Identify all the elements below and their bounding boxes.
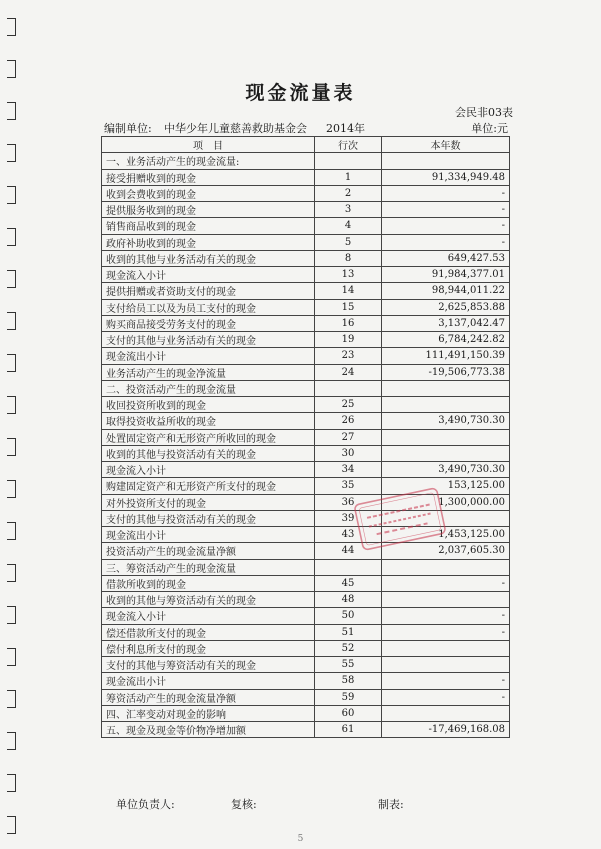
- row-item: 偿付利息所支付的现金: [102, 640, 315, 656]
- row-line-number: [315, 380, 382, 396]
- row-line-number: 3: [315, 202, 382, 218]
- binding-mark: [7, 774, 16, 792]
- binding-mark: [7, 18, 16, 36]
- row-item: 二、投资活动产生的现金流量: [102, 380, 315, 396]
- row-item: 支付的其他与业务活动有关的现金: [102, 332, 315, 348]
- document-title: 现金流量表: [245, 82, 356, 104]
- row-line-number: 43: [315, 527, 382, 543]
- row-amount: 153,125.00: [382, 478, 510, 494]
- row-item: 现金流出小计: [102, 673, 315, 689]
- row-line-number: 24: [315, 364, 382, 380]
- row-item: 收到的其他与筹资活动有关的现金: [102, 592, 315, 608]
- row-amount: 91,334,949.48: [382, 169, 510, 185]
- table-body: [102, 153, 510, 738]
- row-line-number: 35: [315, 478, 382, 494]
- row-item: 提供服务收到的现金: [102, 202, 315, 218]
- row-item: 三、筹资活动产生的现金流量: [102, 559, 315, 575]
- row-amount: 3,490,730.30: [382, 462, 510, 478]
- binding-mark: [7, 480, 16, 498]
- table-row: [102, 185, 510, 201]
- row-item: 政府补助收到的现金: [102, 234, 315, 250]
- row-item: 借款所收到的现金: [102, 575, 315, 591]
- row-item: 收回投资所收到的现金: [102, 397, 315, 413]
- row-line-number: 30: [315, 445, 382, 461]
- row-item: 投资活动产生的现金流量净额: [102, 543, 315, 559]
- table-row: [102, 364, 510, 380]
- row-line-number: 27: [315, 429, 382, 445]
- table-row: [102, 543, 510, 559]
- row-amount: 2,625,853.88: [382, 299, 510, 315]
- row-amount: 1,453,125.00: [382, 527, 510, 543]
- form-code: 会民非03表: [455, 106, 513, 119]
- row-line-number: 8: [315, 250, 382, 266]
- row-amount: 111,491,150.39: [382, 348, 510, 364]
- row-amount: 6,784,242.82: [382, 332, 510, 348]
- row-line-number: 5: [315, 234, 382, 250]
- table-row: [102, 673, 510, 689]
- row-line-number: 4: [315, 218, 382, 234]
- signoff-head: 单位负责人:: [116, 798, 175, 811]
- row-line-number: 19: [315, 332, 382, 348]
- table-row: [102, 657, 510, 673]
- row-amount: 98,944,011.22: [382, 283, 510, 299]
- row-amount: [382, 429, 510, 445]
- table-row: [102, 592, 510, 608]
- row-item: 四、汇率变动对现金的影响: [102, 705, 315, 721]
- row-item: 支付的其他与筹资活动有关的现金: [102, 657, 315, 673]
- row-line-number: 55: [315, 657, 382, 673]
- row-line-number: 39: [315, 510, 382, 526]
- binding-mark: [7, 522, 16, 540]
- table-row: [102, 429, 510, 445]
- row-amount: [382, 153, 510, 169]
- row-amount: [382, 640, 510, 656]
- table-row: [102, 397, 510, 413]
- table-row: [102, 527, 510, 543]
- row-line-number: 16: [315, 315, 382, 331]
- table-row: [102, 689, 510, 705]
- org-label: 编制单位:: [104, 122, 152, 135]
- table-row: [102, 494, 510, 510]
- row-amount: -19,506,773.38: [382, 364, 510, 380]
- row-item: 销售商品收到的现金: [102, 218, 315, 234]
- table-row: [102, 218, 510, 234]
- table-row: [102, 332, 510, 348]
- row-item: 购买商品接受劳务支付的现金: [102, 315, 315, 331]
- table-row: [102, 380, 510, 396]
- row-amount: -: [382, 202, 510, 218]
- row-line-number: 2: [315, 185, 382, 201]
- row-line-number: 26: [315, 413, 382, 429]
- org-name: 中华少年儿童慈善救助基金会: [164, 122, 307, 135]
- row-item: 收到的其他与业务活动有关的现金: [102, 250, 315, 266]
- row-line-number: 51: [315, 624, 382, 640]
- row-amount: -: [382, 185, 510, 201]
- report-year: 2014年: [326, 122, 365, 135]
- row-amount: [382, 445, 510, 461]
- currency-unit: 单位:元: [471, 122, 508, 135]
- row-amount: 91,984,377.01: [382, 267, 510, 283]
- row-item: 收到会费收到的现金: [102, 185, 315, 201]
- row-line-number: [315, 559, 382, 575]
- binding-mark: [7, 648, 16, 666]
- row-amount: [382, 592, 510, 608]
- row-amount: [382, 657, 510, 673]
- row-item: 现金流出小计: [102, 527, 315, 543]
- table-row: [102, 299, 510, 315]
- row-line-number: 14: [315, 283, 382, 299]
- row-amount: [382, 380, 510, 396]
- row-line-number: 48: [315, 592, 382, 608]
- row-amount: 649,427.53: [382, 250, 510, 266]
- row-line-number: 60: [315, 705, 382, 721]
- row-item: 购建固定资产和无形资产所支付的现金: [102, 478, 315, 494]
- table-row: [102, 234, 510, 250]
- table-row: [102, 348, 510, 364]
- row-item: 收到的其他与投资活动有关的现金: [102, 445, 315, 461]
- row-item: 一、业务活动产生的现金流量:: [102, 153, 315, 169]
- signoff-review: 复核:: [231, 798, 257, 811]
- table-row: [102, 608, 510, 624]
- table-row: [102, 445, 510, 461]
- row-item: 支付的其他与投资活动有关的现金: [102, 510, 315, 526]
- table-header-row: [102, 137, 510, 153]
- row-item: 业务活动产生的现金净流量: [102, 364, 315, 380]
- table-row: [102, 202, 510, 218]
- table-row: [102, 722, 510, 738]
- binding-mark: [7, 270, 16, 288]
- row-item: 支付给员工以及为员工支付的现金: [102, 299, 315, 315]
- row-item: 对外投资所支付的现金: [102, 494, 315, 510]
- row-amount: -17,469,168.08: [382, 722, 510, 738]
- row-line-number: 61: [315, 722, 382, 738]
- binding-margin: [0, 0, 22, 849]
- org-line: [104, 120, 508, 135]
- table-row: [102, 315, 510, 331]
- binding-mark: [7, 690, 16, 708]
- row-item: 现金流入小计: [102, 608, 315, 624]
- table-row: [102, 169, 510, 185]
- row-amount: [382, 397, 510, 413]
- row-amount: [382, 705, 510, 721]
- row-amount: -: [382, 673, 510, 689]
- row-amount: 3,490,730.30: [382, 413, 510, 429]
- row-line-number: 52: [315, 640, 382, 656]
- row-line-number: 25: [315, 397, 382, 413]
- header-item: 项 目: [102, 137, 315, 153]
- table-row: [102, 478, 510, 494]
- binding-mark: [7, 438, 16, 456]
- row-line-number: 50: [315, 608, 382, 624]
- table-row: [102, 640, 510, 656]
- row-item: 提供捐赠或者资助支付的现金: [102, 283, 315, 299]
- row-line-number: 13: [315, 267, 382, 283]
- table-row: [102, 283, 510, 299]
- row-amount: -: [382, 575, 510, 591]
- table-row: [102, 267, 510, 283]
- row-item: 现金流入小计: [102, 267, 315, 283]
- row-item: 偿还借款所支付的现金: [102, 624, 315, 640]
- table-row: [102, 559, 510, 575]
- row-amount: [382, 559, 510, 575]
- row-line-number: 45: [315, 575, 382, 591]
- row-line-number: [315, 153, 382, 169]
- row-item: 筹资活动产生的现金流量净额: [102, 689, 315, 705]
- binding-mark: [7, 186, 16, 204]
- row-item: 五、现金及现金等价物净增加额: [102, 722, 315, 738]
- row-amount: 1,300,000.00: [382, 494, 510, 510]
- header-amount: 本年数: [382, 137, 510, 153]
- binding-mark: [7, 816, 16, 834]
- row-item: 处置固定资产和无形资产所收回的现金: [102, 429, 315, 445]
- cash-flow-table: [101, 136, 510, 738]
- binding-mark: [7, 732, 16, 750]
- table-row: [102, 624, 510, 640]
- table-row: [102, 705, 510, 721]
- row-line-number: 15: [315, 299, 382, 315]
- binding-mark: [7, 606, 16, 624]
- row-item: 现金流出小计: [102, 348, 315, 364]
- binding-mark: [7, 312, 16, 330]
- row-item: 取得投资收益所收的现金: [102, 413, 315, 429]
- row-item: 现金流入小计: [102, 462, 315, 478]
- row-line-number: 23: [315, 348, 382, 364]
- row-amount: -: [382, 218, 510, 234]
- table-row: [102, 462, 510, 478]
- row-amount: -: [382, 234, 510, 250]
- page-number: 5: [297, 834, 304, 844]
- row-amount: -: [382, 689, 510, 705]
- table-row: [102, 575, 510, 591]
- binding-mark: [7, 228, 16, 246]
- signoff-line: [116, 796, 496, 811]
- binding-mark: [7, 354, 16, 372]
- table-row: [102, 413, 510, 429]
- binding-mark: [7, 144, 16, 162]
- binding-mark: [7, 396, 16, 414]
- row-line-number: 36: [315, 494, 382, 510]
- table-row: [102, 510, 510, 526]
- row-amount: 2,037,605.30: [382, 543, 510, 559]
- row-line-number: 34: [315, 462, 382, 478]
- table-row: [102, 153, 510, 169]
- signoff-prepared: 制表:: [378, 798, 404, 811]
- header-line: 行次: [315, 137, 382, 153]
- binding-mark: [7, 564, 16, 582]
- row-amount: 3,137,042.47: [382, 315, 510, 331]
- binding-mark: [7, 60, 16, 78]
- row-line-number: 58: [315, 673, 382, 689]
- row-line-number: 59: [315, 689, 382, 705]
- row-line-number: 44: [315, 543, 382, 559]
- row-amount: -: [382, 624, 510, 640]
- row-line-number: 1: [315, 169, 382, 185]
- row-amount: -: [382, 608, 510, 624]
- row-item: 接受捐赠收到的现金: [102, 169, 315, 185]
- table-row: [102, 250, 510, 266]
